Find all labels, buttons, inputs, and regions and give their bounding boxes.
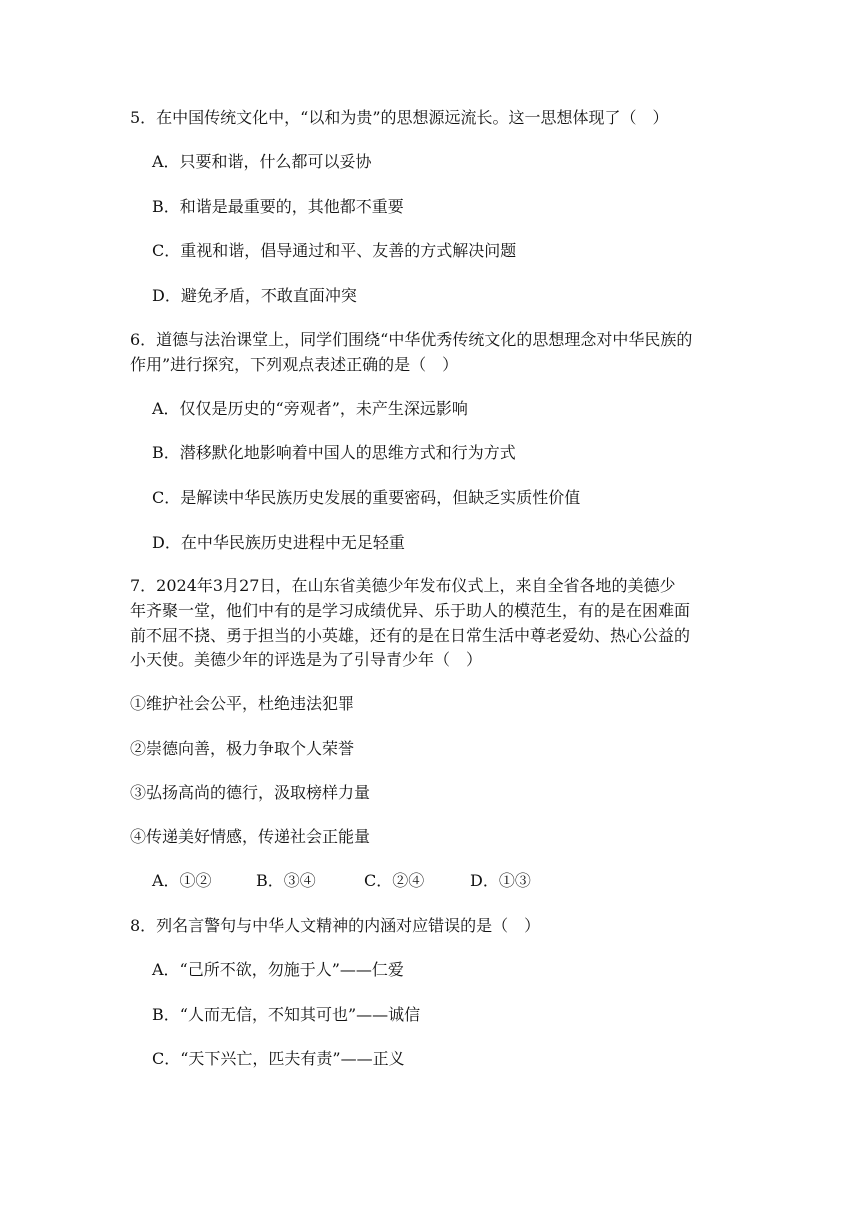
question-5-option-c: C．重视和谐，倡导通过和平、友善的方式解决问题 — [152, 241, 517, 260]
question-7-stem-line-2: 年齐聚一堂，他们中有的是学习成绩优异、乐于助人的模范生，有的是在困难面 — [130, 601, 691, 620]
question-7-statement-2: ②崇德向善，极力争取个人荣誉 — [130, 739, 355, 758]
question-8-option-a: A．“己所不欲，勿施于人”——仁爱 — [152, 960, 404, 979]
question-6-option-c: C．是解读中华民族历史发展的重要密码，但缺乏实质性价值 — [152, 488, 581, 507]
question-7-choice-d: D．①③ — [470, 871, 531, 890]
question-8-option-c: C．“天下兴亡，匹夫有责”——正义 — [152, 1049, 405, 1068]
question-7-choice-a: A．①② — [152, 871, 212, 890]
question-7-stem-line-1: 7．2024年3月27日，在山东省美德少年发布仪式上，来自全省各地的美德少 — [130, 576, 676, 595]
question-5-option-b: B．和谐是最重要的，其他都不重要 — [152, 197, 404, 216]
question-6-option-d: D．在中华民族历史进程中无足轻重 — [152, 533, 405, 552]
question-7-statement-4: ④传递美好情感，传递社会正能量 — [130, 827, 371, 846]
question-7-statement-1: ①维护社会公平，杜绝违法犯罪 — [130, 694, 355, 713]
question-6-stem-line-2: 作用”进行探究，下列观点表述正确的是（ ） — [130, 355, 459, 374]
question-8-option-b: B．“人而无信，不知其可也”——诚信 — [152, 1005, 421, 1024]
question-7-choice-b: B．③④ — [256, 871, 316, 890]
question-7-statement-3: ③弘扬高尚的德行，汲取榜样力量 — [130, 783, 371, 802]
question-7-stem-line-3: 前不屈不挠、勇于担当的小英雄，还有的是在日常生活中尊老爱幼、热心公益的 — [130, 626, 691, 645]
question-5-stem: 5．在中国传统文化中，“以和为贵”的思想源远流长。这一思想体现了（ ） — [130, 108, 669, 127]
question-8-stem: 8．列名言警句与中华人文精神的内涵对应错误的是（ ） — [130, 916, 541, 935]
question-7-choice-c: C．②④ — [364, 871, 425, 890]
question-5-option-a: A．只要和谐，什么都可以妥协 — [152, 152, 372, 171]
question-6-option-a: A．仅仅是历史的“旁观者”，未产生深远影响 — [152, 399, 468, 418]
question-6-option-b: B．潜移默化地影响着中国人的思维方式和行为方式 — [152, 443, 516, 462]
question-6-stem-line-1: 6．道德与法治课堂上，同学们围绕“中华优秀传统文化的思想理念对中华民族的 — [130, 330, 693, 349]
question-7-choices — [152, 870, 712, 892]
question-5-option-d: D．避免矛盾，不敢直面冲突 — [152, 286, 357, 305]
question-7-stem-line-4: 小天使。美德少年的评选是为了引导青少年（ ） — [130, 650, 483, 669]
